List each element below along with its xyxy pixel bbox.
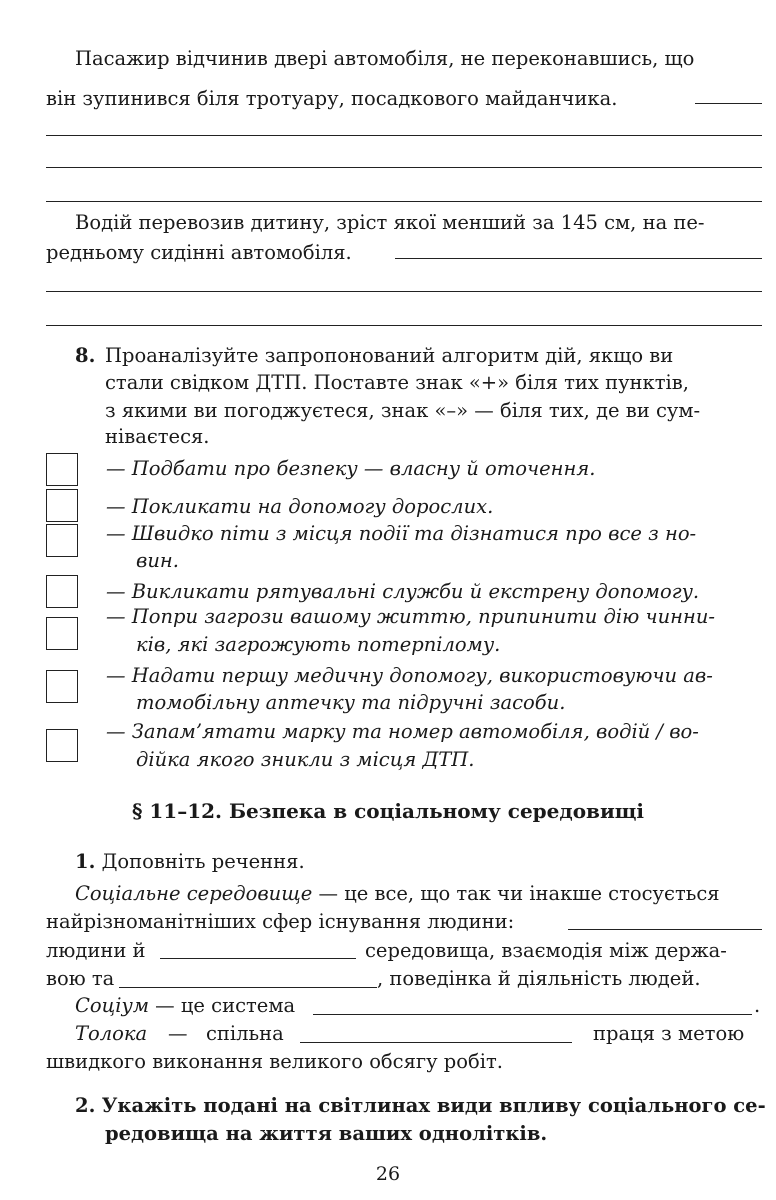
situation-a-line-2: він зупинився біля тротуару, посадкового майданчика.	[46, 87, 618, 110]
social-line-3a: людини й	[46, 939, 146, 962]
toloka-dash: —	[168, 1022, 188, 1045]
term-toloka: Толока	[75, 1022, 148, 1045]
answer-checkbox[interactable]	[46, 524, 78, 557]
task-8-item-5-cont: ків, які загрожують потерпілому.	[136, 633, 501, 656]
toloka-line-2: швидкого виконання великого обсягу робіт.	[46, 1050, 503, 1073]
social-line-4b: , поведінка й діяльність людей.	[377, 967, 701, 990]
task-2-text: Укажіть подані на світлинах види впливу соціального се-	[101, 1094, 766, 1117]
task-8-item-6-cont: томобільну аптечку та підручні засоби.	[136, 691, 566, 714]
task-8-item-3: — Швидко піти з місця події та дізнатися про все з но-	[106, 522, 697, 545]
answer-checkbox[interactable]	[46, 670, 78, 703]
task-8-item-7-cont: дійка якого зникли з місця ДТП.	[136, 748, 475, 771]
term-socium: Соціум	[75, 994, 149, 1017]
social-line-3b: середовища, взаємодія між держа-	[365, 939, 727, 962]
social-line-1	[75, 881, 720, 907]
term-social: Соціальне середовище	[75, 882, 313, 905]
answer-line[interactable]	[46, 167, 762, 168]
text: Пасажир відчинив двері автомобіля, не переконавшись, що	[75, 47, 695, 70]
page-number: 26	[375, 1163, 401, 1185]
situation-b-line-1: Водій перевозив дитину, зріст якої менший за 145 см, на пе-	[75, 211, 705, 234]
social-line-4a: вою та	[46, 967, 115, 990]
toloka-rest: праця з метою	[593, 1022, 745, 1045]
task-1-heading	[75, 849, 305, 875]
answer-checkbox[interactable]	[46, 729, 78, 762]
answer-line[interactable]	[46, 325, 762, 326]
fill-blank[interactable]	[119, 987, 377, 988]
task-8-line-3: з якими ви погоджуєтеся, знак «–» — біля тих, де ви сум-	[105, 399, 701, 422]
answer-line[interactable]	[46, 201, 762, 202]
socium-line	[75, 993, 295, 1019]
fill-blank[interactable]	[313, 1014, 752, 1015]
answer-checkbox[interactable]	[46, 453, 78, 486]
answer-line[interactable]	[395, 258, 762, 259]
fill-blank[interactable]	[568, 929, 762, 930]
situation-a-line-1	[75, 46, 762, 72]
answer-line[interactable]	[695, 103, 762, 104]
task-2-number: 2.	[75, 1094, 96, 1117]
task-1-title: Доповніть речення.	[101, 850, 305, 873]
situation-b-line-2: редньому сидінні автомобіля.	[46, 241, 352, 264]
period: .	[754, 994, 761, 1017]
social-rest: — це все, що так чи інакше стосується	[312, 882, 720, 905]
task-8-item-2: — Покликати на допомогу дорослих.	[106, 495, 494, 518]
task-8-item-5: — Попри загрози вашому життю, припинити дію чинни-	[106, 605, 715, 628]
task-8-line-1: Проаналізуйте запропонований алгоритм дій, якщо ви	[105, 344, 674, 367]
socium-rest: — це система	[148, 994, 296, 1017]
social-line-2: найрізноманітніших сфер існування людини:	[46, 910, 515, 933]
task-8-item-4: — Викликати рятувальні служби й екстрену допомогу.	[106, 580, 700, 603]
answer-checkbox[interactable]	[46, 617, 78, 650]
toloka-word: спільна	[206, 1022, 284, 1045]
fill-blank[interactable]	[160, 958, 356, 959]
answer-line[interactable]	[46, 135, 762, 136]
task-2-line-1	[75, 1093, 766, 1119]
task-8-item-1: — Подбати про безпеку — власну й оточення.	[106, 457, 596, 480]
task-2-line-2: редовища на життя ваших однолітків.	[105, 1122, 548, 1145]
task-8-line-2: стали свідком ДТП. Поставте знак «+» біля тих пунктів,	[105, 371, 689, 394]
task-1-number: 1.	[75, 850, 96, 873]
task-8-number: 8.	[75, 344, 96, 367]
answer-checkbox[interactable]	[46, 489, 78, 522]
section-title: § 11–12. Безпека в соціальному середовищі	[131, 799, 645, 823]
task-8-item-3-cont: вин.	[136, 549, 179, 572]
task-8-line-4: ніваєтеся.	[105, 425, 210, 448]
answer-checkbox[interactable]	[46, 575, 78, 608]
task-8-item-7: — Запам’ятати марку та номер автомобіля, водій / во-	[106, 720, 699, 743]
answer-line[interactable]	[46, 291, 762, 292]
fill-blank[interactable]	[300, 1042, 572, 1043]
task-8-item-6: — Надати першу медичну допомогу, використовуючи ав-	[106, 664, 713, 687]
